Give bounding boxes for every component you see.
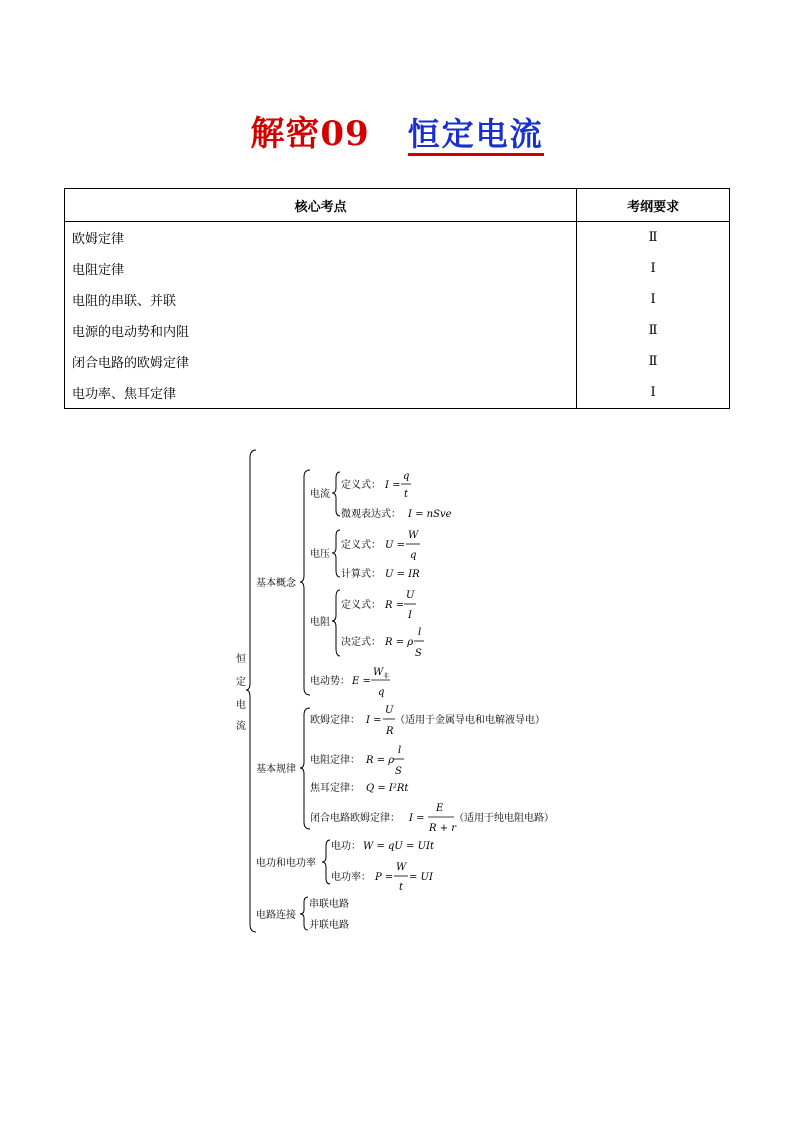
core-point: 电阻定律 [65,253,577,284]
header-requirement: 考纲要求 [577,189,730,222]
ohm-note: （适用于金属导电和电解液导电） [395,715,545,726]
requirement-level: Ⅰ [577,284,730,315]
joule-eq: Q = I²Rt [366,783,409,794]
current-label: 电流 [310,489,330,500]
root-char: 恒 [236,654,246,665]
joule-label: 焦耳定律： [310,783,360,794]
res-law-den: S [395,766,402,777]
core-point: 电阻的串联、并联 [65,284,577,315]
resistance-dec-label: 决定式： [341,637,381,648]
current-brace [332,472,340,516]
res-law-eq: R = ρ [366,755,395,766]
resistance-dec-eq: R = ρ [385,637,414,648]
voltage-brace [332,530,340,577]
current-def-eq: I = [385,480,401,491]
emf-label: 电动势： [310,676,350,687]
ohm-eq: I = [366,715,382,726]
requirement-level: Ⅱ [577,315,730,346]
root-char: 电 [236,700,246,711]
closed-note: （适用于纯电阻电路） [454,813,554,824]
resistance-def-label: 定义式： [341,600,381,611]
header-core-point: 核心考点 [65,189,577,222]
power-label: 电功率： [331,872,371,883]
basic-laws-label: 基本规律 [256,764,296,775]
current-def-den: t [404,489,409,500]
power-den: t [399,882,404,893]
requirement-level: Ⅰ [577,253,730,284]
parallel-label: 并联电路 [309,920,349,931]
requirement-level: Ⅱ [577,346,730,377]
requirement-level: Ⅰ [577,377,730,409]
core-point: 欧姆定律 [65,222,577,254]
title-prefix: 解密09 [250,114,370,154]
ohm-label: 欧姆定律： [310,715,360,726]
root-char: 流 [236,721,246,732]
voltage-label: 电压 [310,549,330,560]
closed-label: 闭合电路欧姆定律： [310,813,400,824]
emf-num-sub: 非 [383,673,390,680]
work-label: 电功： [331,841,361,852]
current-def-num: q [403,471,410,482]
res-law-label: 电阻定律： [310,755,360,766]
resistance-dec-num: l [418,627,422,638]
resistance-dec-den: S [415,648,422,659]
power-eq2: = UI [409,872,433,883]
voltage-calc-label: 计算式： [341,569,381,580]
power-eq: P = [375,872,394,883]
ohm-den: R [386,726,394,737]
concepts-brace [300,470,310,695]
work-power-label: 电功和电功率 [256,858,316,869]
current-def-label: 定义式： [341,480,381,491]
title-topic: 恒定电流 [408,115,544,156]
power-num: W [396,862,407,873]
series-label: 串联电路 [309,899,349,910]
voltage-def-den: q [410,550,417,561]
emf-den: q [378,687,385,698]
ohm-num: U [385,705,394,716]
resistance-brace [332,590,340,656]
closed-den: R + r [429,823,457,834]
root-brace [246,450,256,932]
closed-eq: I = [409,813,425,824]
closed-num: E [436,803,444,814]
resistance-def-den: I [408,610,412,621]
voltage-calc-eq: U = IR [385,569,420,580]
connection-label: 电路连接 [256,910,296,921]
laws-brace [300,708,310,829]
requirement-level: Ⅱ [577,222,730,254]
core-point: 电源的电动势和内阻 [65,315,577,346]
resistance-def-eq: R = [385,600,405,611]
emf-num: W [373,667,384,678]
current-micro-eq: I = nSve [408,509,452,520]
voltage-def-label: 定义式： [341,540,381,551]
connection-brace [300,897,308,930]
voltage-def-num: W [408,530,419,541]
core-point: 闭合电路的欧姆定律 [65,346,577,377]
work-eq: W = qU = UIt [363,841,434,852]
voltage-def-eq: U = [385,540,405,551]
res-law-num: l [398,745,402,756]
root-char: 定 [236,677,246,688]
resistance-label: 电阻 [310,617,330,628]
emf-eq: E = [352,676,371,687]
core-point: 电功率、焦耳定律 [65,377,577,409]
resistance-def-num: U [406,590,415,601]
current-micro-label: 微观表达式： [341,509,401,520]
basic-concepts-label: 基本概念 [256,578,296,589]
work-brace [322,840,330,884]
